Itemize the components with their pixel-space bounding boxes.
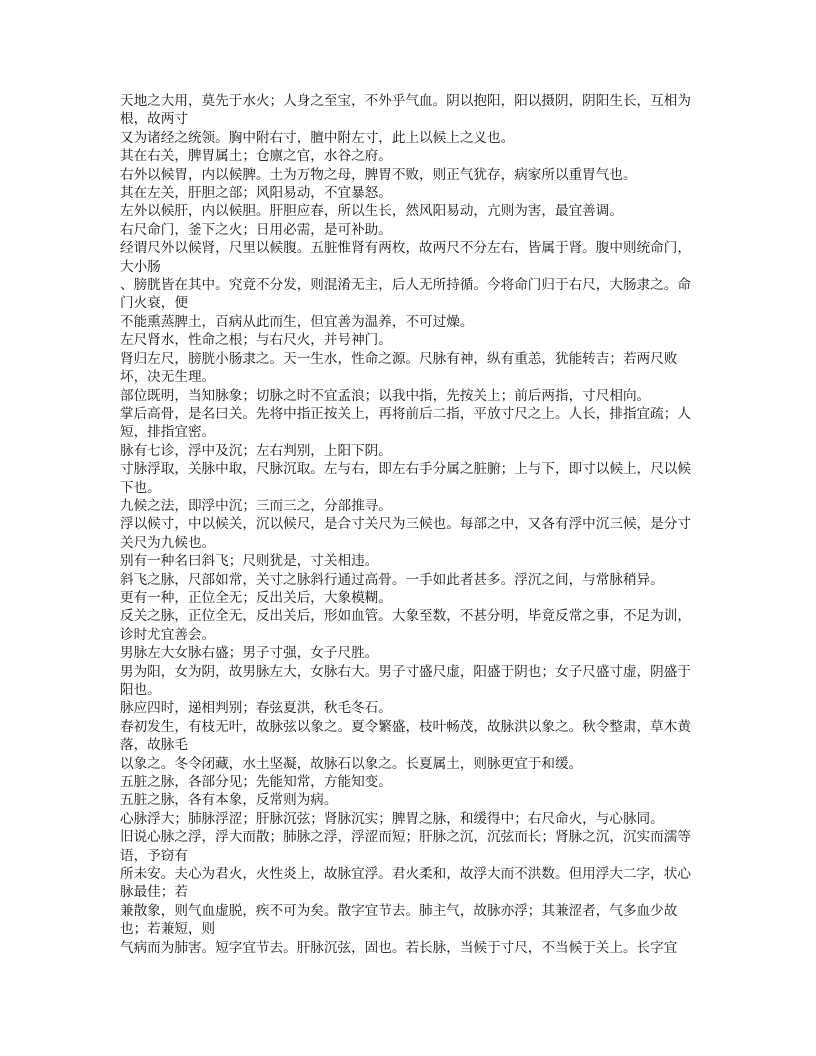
text-line: 春初发生，有枝无叶，故脉弦以象之。夏令繁盛，枝叶畅茂，故脉洪以象之。秋令整肃，草木黄落，故脉毛 bbox=[120, 718, 691, 754]
text-line: 九候之法，即浮中沉；三而三之，分部推寻。 bbox=[120, 497, 392, 514]
text-line: 右外以候胃，内以候脾。土为万物之母，脾胃不败，则正气犹存，病家所以重胃气也。 bbox=[120, 166, 637, 183]
text-line: 天地之大用，莫先于水火；人身之至宝，不外乎气血。阴以抱阳，阳以摄阴，阴阳生长，互相为根，故两寸 bbox=[120, 93, 691, 128]
text-line: 兼散象，则气血虚脱，疾不可为矣。散字宜节去。肺主气，故脉亦浮；其兼涩者，气多血少故也；若兼短，则 bbox=[120, 902, 678, 938]
text-line: 又为诸经之统领。胸中附右寸，膻中附左寸，此上以候上之义也。 bbox=[120, 129, 515, 146]
text-line: 其在左关，肝胆之部；风阳易动，不宜暴怒。 bbox=[120, 185, 392, 202]
text-line: 寸脉浮取，关脉中取，尺脉沉取。左与右，即左右手分属之脏腑；上与下，即寸以候上，尺以候下也。 bbox=[120, 461, 691, 496]
text-line: 五脏之脉，各部分见；先能知常，方能知变。 bbox=[120, 774, 392, 791]
text-line: 反关之脉，正位全无，反出关后，形如血管。大象至数，不甚分明，毕竟反常之事，不足为训，诊时尤宜善会。 bbox=[120, 608, 691, 643]
text-line: 肾归左尺，膀胱小肠隶之。天一生水，性命之源。尺脉有神，纵有重恙，犹能转吉；若两尺败坏，决无生理。 bbox=[120, 350, 678, 386]
text-line: 右尺命门，釜下之火；日用必需，是可补助。 bbox=[120, 221, 392, 238]
text-line: 部位既明，当知脉象；切脉之时不宜孟浪；以我中指，先按关上；前后两指，寸尺相向。 bbox=[120, 387, 651, 404]
text-line: 脉应四时，递相判别；春弦夏洪，秋毛冬石。 bbox=[120, 700, 392, 717]
text-line: 浮以候寸，中以候关，沉以候尺，是合寸关尺为三候也。每部之中，又各有浮中沉三候，是分寸关尺为九候也。 bbox=[120, 516, 691, 551]
text-line: 脉有七诊，浮中及沉；左右判别，上阳下阴。 bbox=[120, 442, 392, 459]
text-line: 心脉浮大；肺脉浮涩；肝脉沉弦；肾脉沉实；脾胃之脉，和缓得中；右尺命火，与心脉同。 bbox=[120, 810, 664, 827]
text-line: 气病而为肺害。短字宜节去。肝脉沉弦，固也。若长脉，当候于寸尺，不当候于关上。长字宜 bbox=[120, 939, 678, 956]
text-line: 不能熏蒸脾土，百病从此而生，但宜善为温养，不可过燥。 bbox=[120, 313, 474, 330]
text-line: 经谓尺外以候肾，尺里以候腹。五脏惟肾有两枚，故两尺不分左右，皆属于肾。腹中则统命门，大小肠 bbox=[120, 240, 691, 275]
text-line: 左尺肾水，性命之根；与右尺火，并号神门。 bbox=[120, 332, 392, 349]
document-body bbox=[120, 92, 698, 957]
text-line: 左外以候肝，内以候胆。肝胆应春，所以生长，然风阳易动，亢则为害，最宜善调。 bbox=[120, 203, 623, 220]
text-line: 其在右关，脾胃属土；仓廪之官，水谷之府。 bbox=[120, 148, 392, 165]
text-line: 以象之。冬令闭藏，水土坚凝，故脉石以象之。长夏属土，则脉更宜于和缓。 bbox=[120, 755, 583, 772]
text-line: 斜飞之脉，尺部如常，关寸之脉斜行通过高骨。一手如此者甚多。浮沉之间，与常脉稍异。 bbox=[120, 571, 664, 588]
text-line: 别有一种名曰斜飞；尺则犹是，寸关相违。 bbox=[120, 553, 379, 570]
text-line: 更有一种，正位全无；反出关后，大象模糊。 bbox=[120, 589, 392, 606]
text-line: 五脏之脉，各有本象，反常则为病。 bbox=[120, 792, 338, 809]
text-line: 、膀胱皆在其中。究竟不分发，则混淆无主，后人无所持循。今将命门归于右尺，大肠隶之。命门火衰，便 bbox=[120, 277, 691, 312]
text-line: 男为阳，女为阴，故男脉左大，女脉右大。男子寸盛尺虚，阳盛于阴也；女子尺盛寸虚，阴盛于阳也。 bbox=[120, 663, 691, 698]
text-line: 男脉左大女脉右盛；男子寸强，女子尺胜。 bbox=[120, 645, 379, 662]
text-line: 旧说心脉之浮，浮大而散；肺脉之浮，浮涩而短；肝脉之沉，沉弦而长；肾脉之沉，沉实而濡等语，予窃有 bbox=[120, 829, 691, 864]
text-line: 所未安。夫心为君火，火性炎上，故脉宜浮。君火柔和，故浮大而不洪数。但用浮大二字，状心脉最佳；若 bbox=[120, 866, 691, 901]
text-line: 掌后高骨，是名曰关。先将中指正按关上，再将前后二指，平放寸尺之上。人长，排指宜疏；人短，排指宜密。 bbox=[120, 405, 691, 441]
